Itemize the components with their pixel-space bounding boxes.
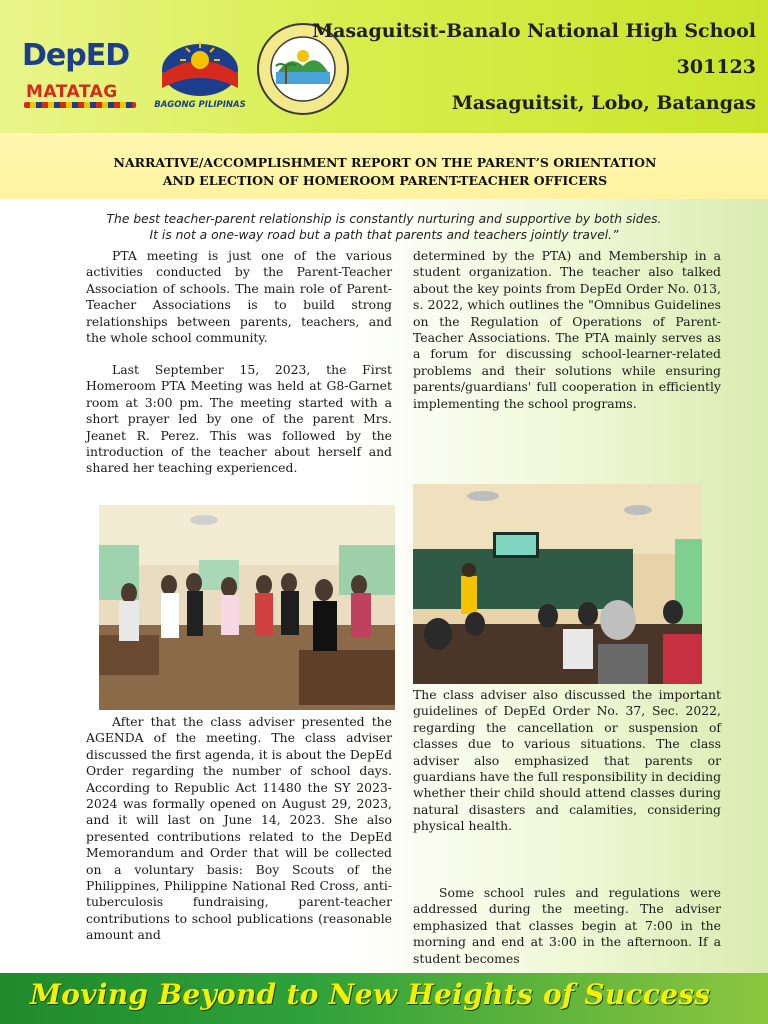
paragraph-agenda: After that the class adviser presented the AGENDA of the meeting. The class adviser discussed the first agenda, it is about the DepEd Order regarding the number of school days. According to Republic Act 11480 the SY 2023-2024 was formally opened on August 29, 2023, and it will last on June 14, 2023. She also presented contributions related to the DepEd Memorandum and Order that will be collected on a voluntary basis: Boy Scouts of the Philippines, Philippine National Red Cross, anti-tuberculosis fundraising, parent-teacher contributions to school publications (reasonable amount and: [86, 714, 392, 943]
report-title-line1: NARRATIVE/ACCOMPLISHMENT REPORT ON THE PARENT’S ORIENTATION: [113, 155, 657, 170]
classroom-prayer-photo: [99, 505, 395, 710]
quote-line2: It is not a one-way road but a path that parents and teachers jointly travel.”: [149, 228, 619, 242]
school-name: Masaguitsit-Banalo National High School: [312, 20, 756, 42]
school-address: Masaguitsit, Lobo, Batangas: [451, 92, 756, 114]
column-right-paragraph-2: [413, 687, 721, 835]
paragraph-school-rules: Some school rules and regulations were addressed during the meeting. The adviser emphasized that classes begin at 7:00 in the morning and end at 3:00 in the afternoon. If a student becomes: [413, 885, 721, 966]
column-left-paragraph-2: [86, 362, 392, 477]
classroom-discussion-photo: [413, 484, 702, 684]
deped-logo-text: DepED: [22, 38, 130, 73]
report-title-line2: AND ELECTION OF HOMEROOM PARENT-TEACHER OFFICERS: [162, 173, 608, 188]
column-right-paragraph-1: [413, 248, 721, 412]
matatag-logo-text: MATATAG: [26, 82, 118, 102]
meeting-photo-discussion: [413, 484, 702, 684]
quote-line1: The best teacher-parent relationship is constantly nurturing and supportive by both sides.: [106, 212, 662, 226]
school-id: 301123: [676, 56, 756, 78]
footer-slogan: Moving Beyond to New Heights of Success: [30, 978, 711, 1011]
bagong-pilipinas-label: BAGONG PILIPINAS: [154, 100, 246, 110]
paragraph-first-meeting: Last September 15, 2023, the First Homeroom PTA Meeting was held at G8-Garnet room at 3:00 pm. The meeting started with a short prayer led by one of the parent Mrs. Jeanet R. Perez. This was followed by the introduction of the teacher about herself and shared her teaching experienced.: [86, 362, 392, 476]
matatag-stripe: [24, 102, 136, 108]
deped-matatag-logo: [22, 38, 134, 110]
column-right-paragraph-3: [413, 885, 721, 967]
column-left-paragraph-1: [86, 248, 392, 346]
paragraph-pta-intro: PTA meeting is just one of the various activities conducted by the Parent-Teacher Association of schools. The main role of Parent-Teacher Associations is to build strong relationships between parents, teachers, and the whole school community.: [86, 248, 392, 346]
bagong-pilipinas-emblem-icon: [148, 38, 252, 100]
bagong-pilipinas-logo: [148, 38, 252, 114]
meeting-photo-prayer: [99, 505, 395, 710]
paragraph-deped-order-013: determined by the PTA) and Membership in a student organization. The teacher also talked about the key points from DepEd Order No. 013, s. 2022, which outlines the "Omnibus Guidelines on the Regulation of Operations of Parent-Teacher Associations. The PTA mainly serves as a forum for discussing school-learner-related problems and their solutions while ensuring parents/guardians' full cooperation in efficiently implementing the school programs.: [413, 248, 721, 411]
paragraph-deped-order-37: The class adviser also discussed the important guidelines of DepEd Order No. 37, Sec. 2022, regarding the cancellation or suspension of classes due to various situations. The class adviser also emphasized that parents or guardians have the full responsibility in deciding whether their child should attend classes during natural disasters and calamities, considering physical health.: [413, 687, 721, 834]
report-title: [60, 154, 710, 190]
column-left-paragraph-3: [86, 714, 392, 944]
opening-quote: [20, 211, 748, 243]
